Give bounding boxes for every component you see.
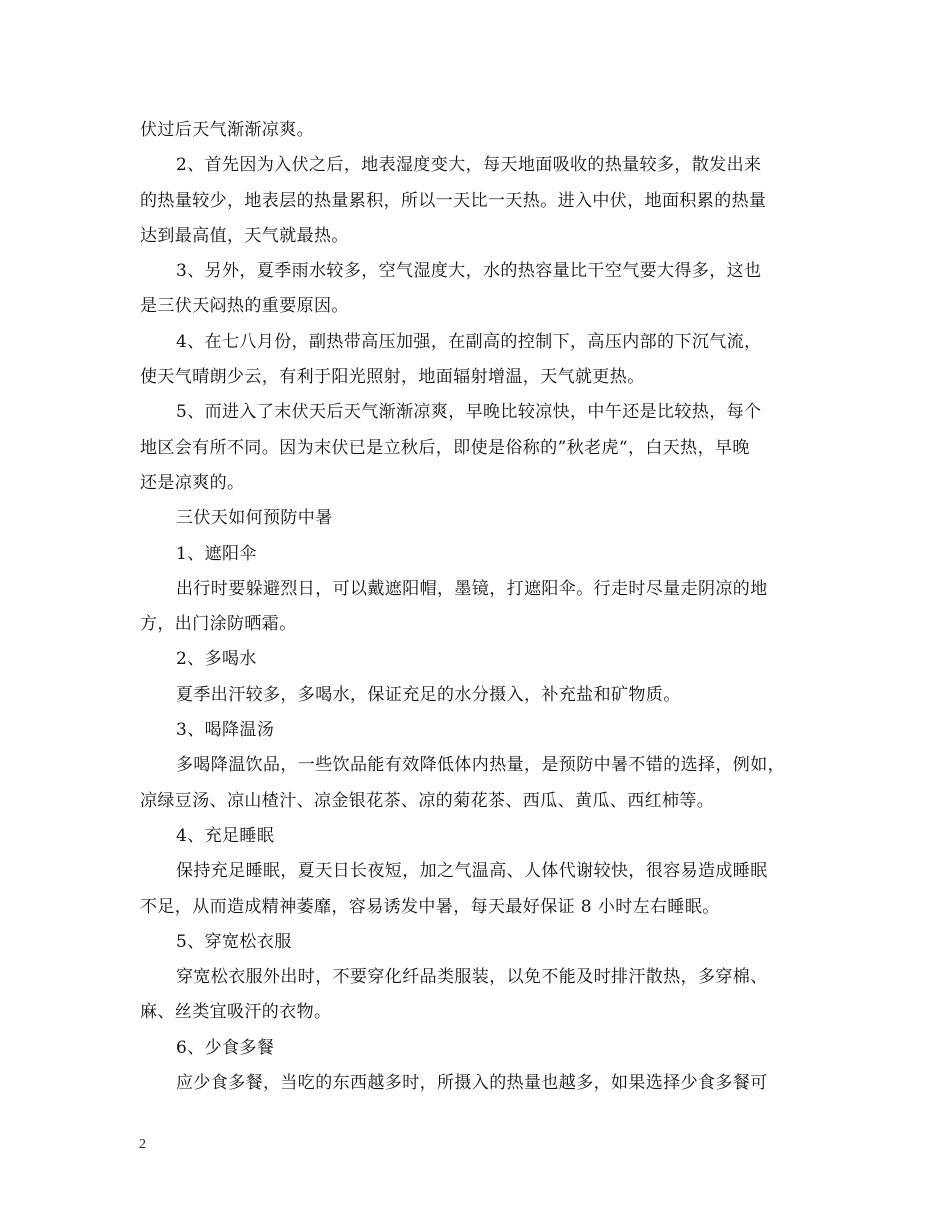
text-line: 多喝降温饮品，一些饮品能有效降低体内热量，是预防中暑不错的选择，例如， [176, 755, 785, 776]
text-line: 使天气晴朗少云，有利于阳光照射，地面辐射增温，天气就更热。 [140, 367, 645, 388]
text-line: 地区会有所不同。因为末伏已是立秋后，即使是俗称的”秋老虎“，白天热，早晚 [140, 437, 750, 458]
item-heading: 1、遮阳伞 [176, 543, 257, 564]
text-line: 方，出门涂防晒霜。 [140, 614, 297, 635]
text-line: 保持充足睡眠，夏天日长夜短，加之气温高、人体代谢较快，很容易造成睡眠 [176, 861, 768, 882]
item-heading: 2、多喝水 [176, 649, 257, 670]
text-line: 2、首先因为入伏之后，地表湿度变大，每天地面吸收的热量较多，散发出来 [176, 155, 762, 176]
text-line: 出行时要躲避烈日，可以戴遮阳帽，墨镜，打遮阳伞。行走时尽量走阴凉的地 [176, 578, 768, 599]
text-line: 夏季出汗较多，多喝水，保证充足的水分摄入，补充盐和矿物质。 [176, 684, 681, 705]
text-line: 还是凉爽的。 [140, 472, 245, 493]
item-heading: 5、穿宽松衣服 [176, 931, 292, 952]
section-heading: 三伏天如何预防中暑 [176, 508, 333, 529]
text-line: 的热量较少，地表层的热量累积，所以一天比一天热。进入中伏，地面积累的热量 [140, 190, 767, 211]
item-heading: 4、充足睡眠 [176, 825, 275, 846]
text-line: 是三伏天闷热的重要原因。 [140, 296, 349, 317]
text-line: 凉绿豆汤、凉山楂汁、凉金银花茶、凉的菊花茶、西瓜、黄瓜、西红柿等。 [140, 790, 715, 811]
text-line: 4、在七八月份，副热带高压加强，在副高的控制下，高压内部的下沉气流， [176, 331, 762, 352]
text-line: 应少食多餐，当吃的东西越多时，所摄入的热量也越多，如果选择少食多餐可 [176, 1073, 768, 1094]
page-number: 2 [139, 1137, 146, 1152]
item-heading: 6、少食多餐 [176, 1037, 275, 1058]
text-line: 达到最高值，天气就最热。 [140, 225, 349, 246]
text-line: 5、而进入了末伏天后天气渐渐凉爽，早晚比较凉快，中午还是比较热，每个 [176, 402, 762, 423]
text-line: 不足，从而造成精神萎靡，容易诱发中暑，每天最好保证 8 小时左右睡眠。 [140, 896, 720, 917]
item-heading: 3、喝降温汤 [176, 720, 275, 741]
body-text [140, 118, 830, 1106]
text-line: 麻、丝类宜吸汗的衣物。 [140, 1002, 332, 1023]
text-line: 3、另外，夏季雨水较多，空气湿度大，水的热容量比干空气要大得多，这也 [176, 261, 762, 282]
text-line: 伏过后天气渐渐凉爽。 [140, 120, 314, 140]
text-line: 穿宽松衣服外出时，不要穿化纤品类服装，以免不能及时排汗散热，多穿棉、 [176, 967, 768, 988]
